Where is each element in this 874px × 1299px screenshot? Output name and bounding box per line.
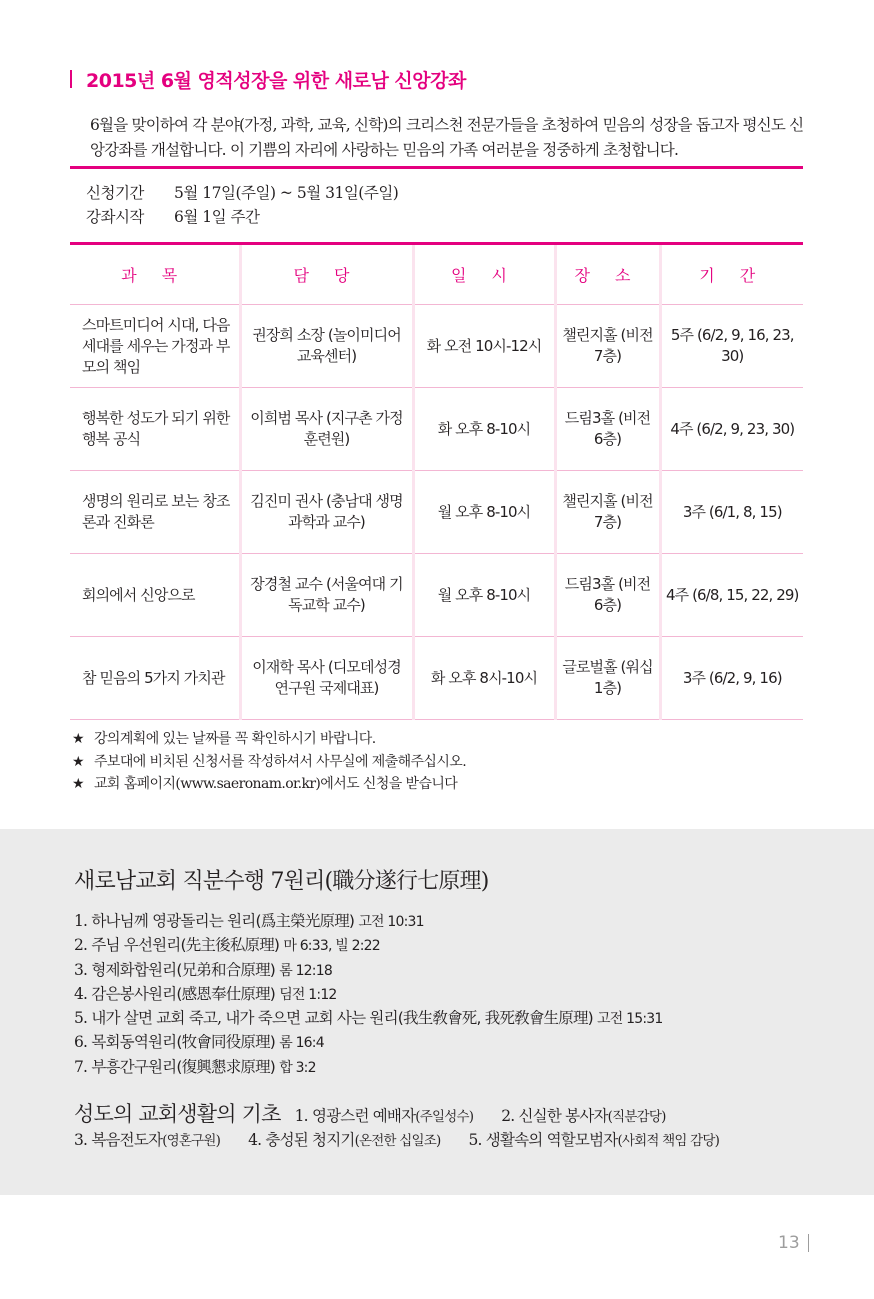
principle-item [74, 983, 663, 1007]
cell-place: 챌린지홀 (비전7층) [555, 471, 660, 554]
principle-item [74, 1007, 663, 1031]
principle-text: 5. 내가 살면 교회 죽고, 내가 죽으면 교회 사는 원리 [74, 1009, 398, 1028]
principle-text: 2. 주님 우선원리 [74, 936, 181, 955]
principle-item [74, 910, 663, 934]
basics-item [295, 1104, 474, 1126]
principle-hanja: (兄弟和合原理) [176, 960, 276, 979]
principle-item [74, 934, 663, 958]
table-row [70, 637, 803, 720]
basics-item [248, 1128, 440, 1150]
principle-text: 6. 목회동역원리 [74, 1033, 177, 1052]
page-number-text: 13 [778, 1233, 800, 1253]
principle-text: 1. 하나님께 영광돌리는 원리 [74, 912, 256, 930]
basics-item [74, 1128, 220, 1150]
basics-item-text: 2. 신실한 봉사자 [501, 1107, 608, 1125]
basics-item-text: 4. 충성된 청지기 [248, 1131, 355, 1149]
principle-ref: 고전 15:31 [597, 1011, 663, 1028]
principle-ref: 딤전 1:12 [279, 986, 337, 1003]
cell-time: 화 오전 10시-12시 [413, 305, 555, 388]
cell-lecturer: 권장희 소장 (놀이미디어 교육센터) [240, 305, 413, 388]
notes-list [72, 728, 466, 796]
principles-title: 새로남교회 직분수행 7원리(職分遂行七原理) [74, 869, 489, 894]
principle-item [74, 959, 663, 983]
table-row [70, 554, 803, 637]
basics-line [74, 1128, 719, 1156]
note-text: 강의계획에 있는 날짜를 꼭 확인하시기 바랍니다. [94, 731, 376, 747]
basics-item-sub: (영혼구원) [162, 1133, 221, 1149]
header-place: 장 소 [555, 245, 660, 305]
page-title: 2015년 6월 영적성장을 위한 새로남 신앙강좌 [86, 69, 466, 92]
cell-time: 월 오후 8-10시 [413, 554, 555, 637]
cell-time: 화 오후 8-10시 [413, 388, 555, 471]
table-row [70, 305, 803, 388]
principle-hanja: (我生敎會死, 我死敎會生原理) [397, 1009, 593, 1028]
principle-ref: 합 3:2 [279, 1059, 316, 1076]
cell-lecturer: 장경철 교수 (서울여대 기독교학 교수) [240, 554, 413, 637]
note-item [72, 728, 466, 751]
principle-ref: 롬 16:4 [279, 1035, 324, 1052]
principle-ref: 고전 10:31 [358, 914, 424, 930]
cell-period: 3주 (6/2, 9, 16) [660, 637, 803, 720]
note-item [72, 751, 466, 774]
info-label: 강좌시작 [86, 208, 144, 226]
cell-subject: 생명의 원리로 보는 창조론과 진화론 [70, 471, 240, 554]
cell-subject: 회의에서 신앙으로 [70, 554, 240, 637]
cell-place: 챌린지홀 (비전7층) [555, 305, 660, 388]
cell-time: 화 오후 8시-10시 [413, 637, 555, 720]
cell-place: 글로벌홀 (워십1층) [555, 637, 660, 720]
course-table [70, 245, 803, 720]
cell-lecturer: 김진미 권사 (충남대 생명과학과 교수) [240, 471, 413, 554]
cell-period: 4주 (6/8, 15, 22, 29) [660, 554, 803, 637]
cell-lecturer: 이재학 목사 (디모데성경연구원 국제대표) [240, 637, 413, 720]
principle-item [74, 1056, 663, 1080]
page-number-bar [808, 1234, 809, 1252]
basics-item-text: 5. 생활속의 역할모범자 [468, 1131, 618, 1149]
note-text: 주보대에 비치된 신청서를 작성하셔서 사무실에 제출해주십시오. [94, 753, 467, 770]
divider [70, 166, 803, 169]
principle-text: 3. 형제화합원리 [74, 960, 177, 979]
star-icon: ★ [72, 753, 84, 770]
page-number [778, 1233, 809, 1253]
basics-item-text: 1. 영광스런 예배자 [294, 1107, 416, 1125]
star-icon: ★ [72, 776, 84, 792]
table-row [70, 471, 803, 554]
principle-hanja: (感恩奉仕原理) [176, 984, 276, 1003]
basics-item-sub: (온전한 십일조) [354, 1133, 441, 1149]
intro-text: 6월을 맞이하여 각 분야(가정, 과학, 교육, 신학)의 크리스천 전문가들을 초청하여 믿음의 성장을 돕고자 평신도 신앙강좌를 개설합니다. 이 기쁨의 자리에 사랑하는 믿음의 가족 여러분을 정중하게 초청합니다. [90, 116, 804, 159]
cell-subject: 스마트미디어 시대, 다음세대를 세우는 가정과 부모의 책임 [70, 305, 240, 388]
principle-item [74, 1031, 663, 1055]
basics-item-text: 3. 복음전도자 [74, 1131, 163, 1149]
title-bar [70, 70, 72, 88]
table-header-row [70, 245, 803, 305]
info-value: 5월 17일(주일) ~ 5월 31일(주일) [174, 184, 399, 202]
cell-time: 월 오후 8-10시 [413, 471, 555, 554]
basics-block [74, 1098, 719, 1156]
principle-hanja: (牧會同役原理) [176, 1033, 276, 1052]
info-block [86, 181, 398, 229]
basics-item [501, 1104, 665, 1126]
note-text: 교회 홈페이지(www.saeronam.or.kr)에서도 신청을 받습니다 [94, 776, 458, 792]
principle-hanja: (先主後私原理) [180, 936, 280, 955]
info-row [86, 181, 398, 205]
header-subject: 과 목 [70, 245, 240, 305]
basics-item [468, 1128, 719, 1150]
cell-subject: 행복한 성도가 되기 위한 행복 공식 [70, 388, 240, 471]
principle-ref: 마 6:33, 빌 2:22 [283, 938, 380, 955]
principles-list [74, 910, 663, 1080]
basics-line [74, 1098, 719, 1126]
star-icon: ★ [72, 731, 84, 747]
principle-ref: 롬 12:18 [279, 962, 332, 979]
cell-subject: 참 믿음의 5가지 가치관 [70, 637, 240, 720]
header-period: 기 간 [660, 245, 803, 305]
header-time: 일 시 [413, 245, 555, 305]
basics-item-sub: (주일성수) [415, 1109, 474, 1125]
cell-place: 드림3홀 (비전6층) [555, 554, 660, 637]
cell-period: 4주 (6/2, 9, 23, 30) [660, 388, 803, 471]
header-lecturer: 담 당 [240, 245, 413, 305]
principle-hanja: (復興懇求原理) [176, 1057, 276, 1076]
cell-lecturer: 이희범 목사 (지구촌 가정 훈련원) [240, 388, 413, 471]
basics-item-sub: (사회적 책임 감당) [617, 1133, 720, 1149]
basics-title: 성도의 교회생활의 기초 [74, 1102, 281, 1126]
info-row [86, 205, 398, 229]
principle-text: 7. 부흥간구원리 [74, 1057, 177, 1076]
info-value: 6월 1일 주간 [174, 208, 260, 226]
info-label: 신청기간 [86, 184, 144, 202]
principle-hanja: (爲主榮光原理) [255, 912, 355, 930]
section-title [70, 66, 466, 92]
table-row [70, 388, 803, 471]
cell-period: 3주 (6/1, 8, 15) [660, 471, 803, 554]
note-item [72, 773, 466, 796]
cell-period: 5주 (6/2, 9, 16, 23, 30) [660, 305, 803, 388]
principle-text: 4. 감은봉사원리 [74, 984, 177, 1003]
basics-item-sub: (직분감당) [607, 1109, 666, 1125]
cell-place: 드림3홀 (비전6층) [555, 388, 660, 471]
